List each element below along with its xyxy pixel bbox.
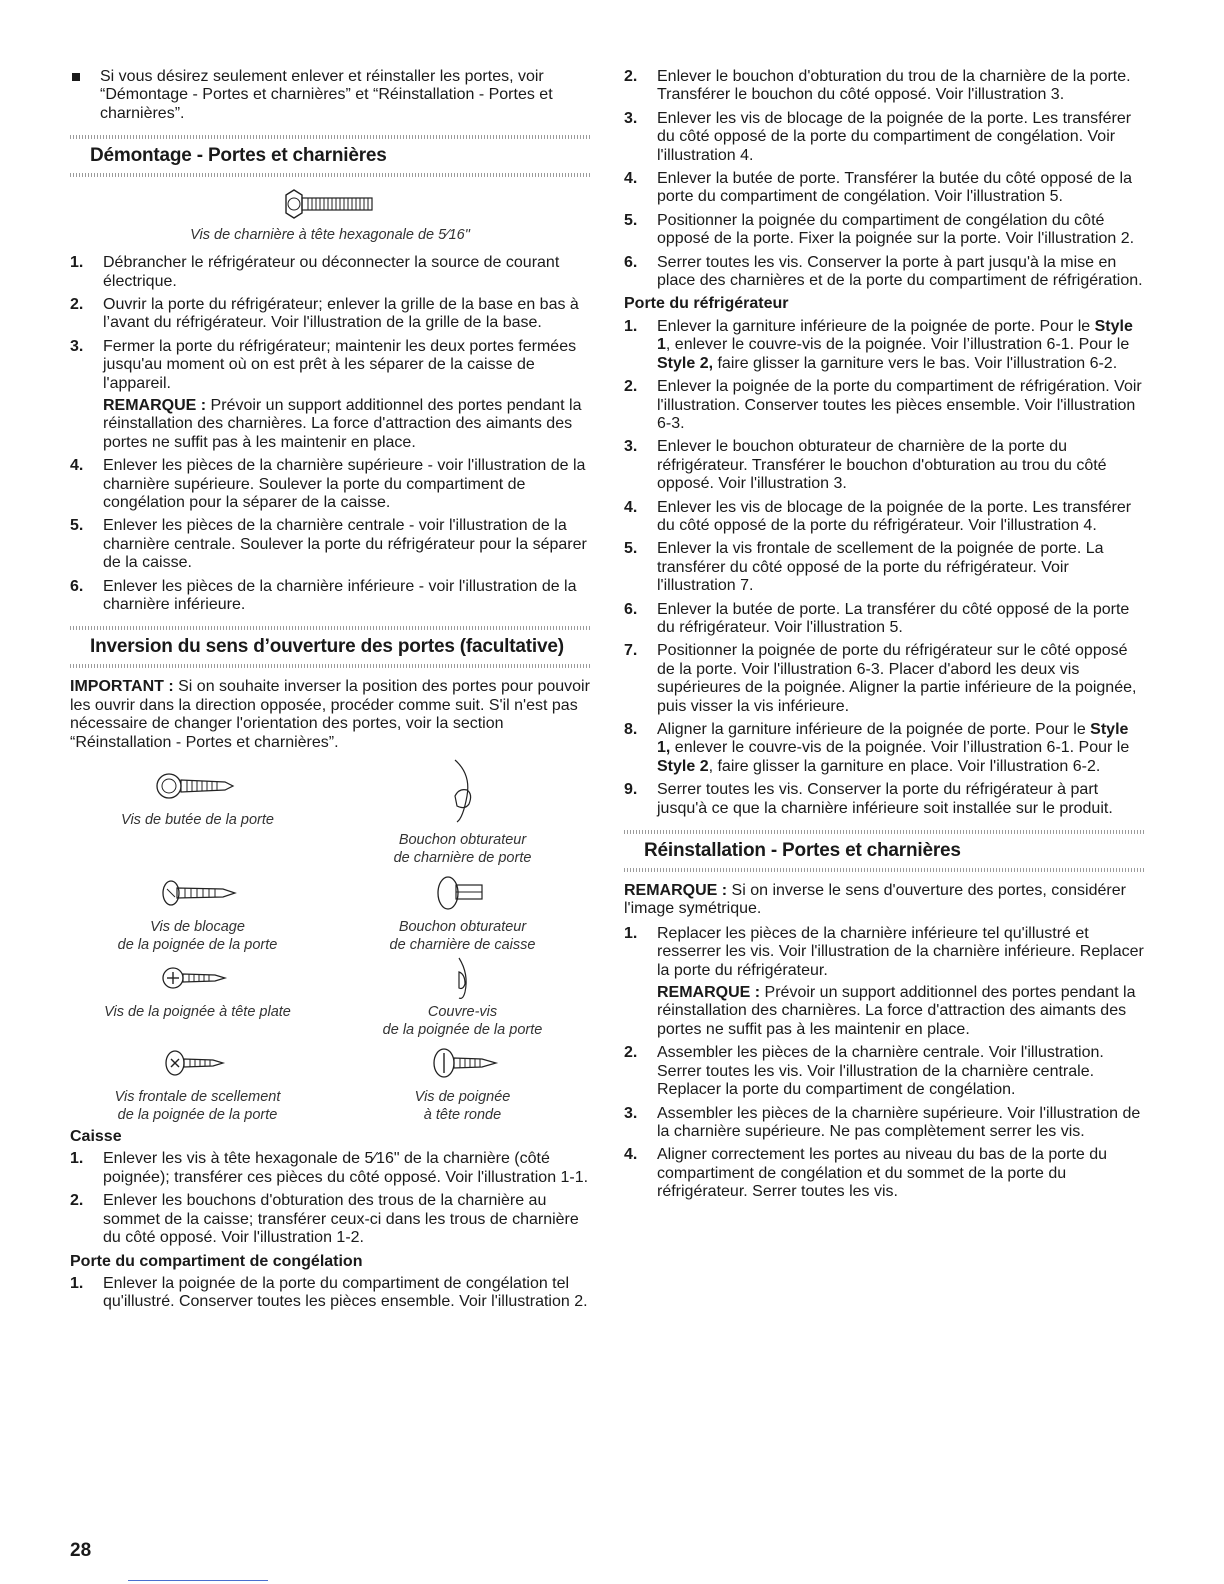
list-item: 3. Enlever les vis de blocage de la poignée de la porte. Les transférer du côté opposé de la porte du compartiment de congélation. Voir l'illustration 4. bbox=[624, 109, 1132, 164]
congelation-steps-part2 bbox=[624, 68, 1144, 290]
handle-lock-screw-icon bbox=[153, 867, 243, 917]
list-item: 6. Enlever les pièces de la charnière inférieure - voir l'illustration de la charnière inférieure. bbox=[70, 577, 577, 614]
congelation-steps-part1 bbox=[70, 1275, 590, 1312]
list-item: 6. Serrer toutes les vis. Conserver la porte à part jusqu'à la mise en place des charnières et de la porte du compartiment de réfrigération. bbox=[624, 253, 1143, 290]
right-column bbox=[624, 68, 1144, 1207]
refrigerateur-subheading: Porte du réfrigérateur bbox=[624, 295, 789, 313]
list-item: 3. Fermer la porte du réfrigérateur; maintenir les deux portes fermées jusqu'au moment où on est prêt à les séparer de la caisse de l'appareil. REMARQUE : Prévoir un support additionnel des portes pendant la réinstallation des charnières. La force d'attraction des aimants des portes ne suffit pas à les maintenir en place. bbox=[70, 338, 590, 452]
part-door-hinge-plug: Bouchon obturateur de charnière de porte bbox=[335, 756, 590, 867]
flat-head-screw-icon bbox=[153, 954, 243, 1002]
list-item: 1. Débrancher le réfrigérateur ou déconnecter la source de courant électrique. bbox=[70, 254, 560, 290]
list-item: 5. Enlever les pièces de la charnière centrale - voir l'illustration de la charnière centrale. Soulever la porte du réfrigérateur pour la séparer de la caisse. bbox=[70, 517, 587, 572]
intro-bullet-text: Si vous désirez seulement enlever et réinstaller les portes, voir “Démontage - Portes et charnières” et “Réinstallation - Portes et charnières”. bbox=[100, 68, 553, 122]
list-item: 1. Enlever la poignée de la porte du compartiment de congélation tel qu'illustré. Conserver toutes les pièces ensemble. Voir l'illustration 2. bbox=[70, 1274, 588, 1311]
important-paragraph: IMPORTANT : Si on souhaite inverser la position des portes pour pouvoir les ouvrir dans la direction opposée, procéder comme suit. S'il n'est pas nécessaire de changer l'orientation des portes, voir la section “Réinstallation - Portes et charnières”. bbox=[70, 678, 590, 751]
list-item: 3. Enlever le bouchon obturateur de charnière de la porte du réfrigérateur. Transférer le bouchon d'obturation au trou du côté opposé. Voir l'illustration 3. bbox=[624, 438, 1107, 493]
list-item: 2. Ouvrir la porte du réfrigérateur; enlever la grille de la base en bas à l’avant du réfrigérateur. Voir l'illustration de la grille de la base. bbox=[70, 295, 579, 332]
reinstallation-steps bbox=[624, 925, 1144, 1202]
inversion-header bbox=[70, 626, 590, 668]
list-item: 4. Enlever les pièces de la charnière supérieure - voir l'illustration de la charnière supérieure. Soulever la porte du compartiment de congélation pour la séparer de la caisse. bbox=[70, 457, 586, 511]
left-column bbox=[70, 68, 590, 1317]
list-item: 5. Positionner la poignée du compartiment de congélation du côté opposé de la porte. Fixer la poignée sur la porte. Voir l'illustration 2. bbox=[624, 211, 1135, 248]
list-item: 3. Assembler les pièces de la charnière supérieure. Voir l'illustration de la charnière supérieure. Ne pas complètement serrer les vis. bbox=[624, 1104, 1141, 1140]
demontage-title: Démontage - Portes et charnières bbox=[90, 145, 387, 167]
remark: REMARQUE : Prévoir un support additionnel des portes pendant la réinstallation des charnières. La force d'attraction des aimants des portes ne suffit pas à les maintenir en place. bbox=[103, 396, 582, 451]
caisse-subheading: Caisse bbox=[70, 1128, 122, 1146]
part-handle-lock-screw: Vis de blocage de la poignée de la porte bbox=[70, 867, 325, 954]
part-handle-screw-cover: Couvre-vis de la poignée de la porte bbox=[335, 954, 590, 1039]
part-front-seal-screw: Vis frontale de scellement de la poignée de la porte bbox=[70, 1039, 325, 1124]
door-hinge-plug-icon bbox=[433, 756, 493, 830]
list-item: 4. Enlever les vis de blocage de la poignée de la porte. Les transférer du côté opposé de la porte du réfrigérateur. Voir l'illustration 4. bbox=[624, 498, 1132, 534]
remark: REMARQUE : Prévoir un support additionnel des portes pendant la réinstallation des charnières. La force d'attraction des aimants des portes ne suffit pas à les maintenir en place. bbox=[657, 984, 1136, 1038]
hex-screw-caption: Vis de charnière à tête hexagonale de 5⁄16" bbox=[190, 226, 470, 243]
demontage-steps bbox=[70, 254, 590, 614]
part-door-stop-screw: Vis de butée de la porte bbox=[70, 756, 325, 867]
reinstallation-remark: REMARQUE : Si on inverse le sens d'ouverture des portes, considérer l'image symétrique. bbox=[624, 882, 1126, 918]
page-number: 28 bbox=[70, 1540, 92, 1561]
parts-grid bbox=[70, 756, 590, 1124]
congelation-subheading: Porte du compartiment de congélation bbox=[70, 1252, 363, 1270]
demontage-header bbox=[70, 135, 590, 177]
handle-screw-cover-icon bbox=[433, 954, 493, 1002]
footer-rule bbox=[128, 1580, 268, 1581]
bullet-square-icon bbox=[72, 73, 80, 81]
inversion-title: Inversion du sens d’ouverture des portes (facultative) bbox=[90, 636, 564, 658]
part-flat-head-screw: Vis de la poignée à tête plate bbox=[70, 954, 325, 1039]
hatch-divider bbox=[70, 173, 590, 177]
list-item: 7. Positionner la poignée de porte du réfrigérateur sur le côté opposé de la porte. Voir l'illustration 6-3. Placer d'abord les deux vis supérieures de la poignée. Aligner la partie inférieure de la poignée, puis visser la vis inférieure. bbox=[624, 642, 1137, 715]
door-stop-screw-icon bbox=[153, 756, 243, 810]
list-item: 5. Enlever la vis frontale de scellement de la poignée de porte. La transférer du côté opposé de la porte du réfrigérateur. Voir l'illustration 7. bbox=[624, 540, 1104, 595]
list-item: 4. Enlever la butée de porte. Transférer la butée du côté opposé de la porte du compartiment de congélation. Voir l'illustration 5. bbox=[624, 170, 1132, 206]
intro-bullet bbox=[70, 68, 590, 123]
list-item: 2. Enlever les bouchons d'obturation des trous de la charnière au sommet de la caisse; transférer ceux-ci dans les trous de charnière du côté opposé. Voir l'illustration 1-2. bbox=[70, 1192, 579, 1247]
list-item: 6. Enlever la butée de porte. La transférer du côté opposé de la porte du réfrigérateur. Voir l'illustration 5. bbox=[624, 600, 1130, 636]
hex-screw-figure bbox=[70, 187, 590, 244]
list-item: 2. Enlever la poignée de la porte du compartiment de réfrigération. Voir l'illustration. Conserver toutes les pièces ensemble. Voir l'illustration 6-3. bbox=[624, 378, 1142, 432]
list-item: 2. Assembler les pièces de la charnière centrale. Voir l'illustration. Serrer toutes les vis. Voir l'illustration de la charnière centrale. Replacer la porte du compartiment de congélation. bbox=[624, 1044, 1104, 1099]
hatch-divider bbox=[624, 868, 1144, 872]
hex-head-screw-icon bbox=[280, 187, 380, 221]
list-item: 4. Aligner correctement les portes au niveau du bas de la porte du compartiment de congélation et du sommet de la porte du réfrigérateur. Serrer toutes les vis. bbox=[624, 1146, 1108, 1201]
list-item: 1. Enlever les vis à tête hexagonale de 5⁄16" de la charnière (côté poignée); transférer ces pièces du côté opposé. Voir l'illustration 1-1. bbox=[70, 1150, 589, 1186]
part-round-head-screw: Vis de poignée à tête ronde bbox=[335, 1039, 590, 1124]
list-item: 2. Enlever le bouchon d'obturation du trou de la charnière de la porte. Transférer le bouchon du côté opposé. Voir l'illustration 3. bbox=[624, 68, 1131, 104]
reinstallation-header bbox=[624, 830, 1144, 872]
list-item: 9. Serrer toutes les vis. Conserver la porte du réfrigérateur à part jusqu'à ce que la charnière inférieure soit installée sur le produit. bbox=[624, 781, 1113, 817]
list-item: 8. Aligner la garniture inférieure de la poignée de porte. Pour le Style 1, enlever le couvre-vis de la poignée. Voir l’illustration 6-1. Pour le Style 2, faire glisser la garniture en place. Voir l'illustration 6-2. bbox=[624, 721, 1130, 775]
cabinet-hinge-plug-icon bbox=[428, 867, 498, 917]
list-item: 1. Enlever la garniture inférieure de la poignée de porte. Pour le Style 1, enlever le couvre-vis de la poignée. Voir l’illustration 6-1. Pour le Style 2, faire glisser la garniture vers le bas. Voir l'illustration 6-2. bbox=[624, 317, 1133, 372]
front-seal-screw-icon bbox=[153, 1039, 243, 1087]
part-cabinet-hinge-plug: Bouchon obturateur de charnière de caisse bbox=[335, 867, 590, 954]
caisse-steps bbox=[70, 1150, 590, 1247]
refrigerateur-steps bbox=[624, 318, 1144, 818]
round-head-screw-icon bbox=[418, 1039, 508, 1087]
hatch-divider bbox=[70, 664, 590, 668]
reinstallation-title: Réinstallation - Portes et charnières bbox=[644, 840, 961, 862]
list-item: 1. Replacer les pièces de la charnière inférieure tel qu'illustré et resserrer les vis. Voir l'illustration de la charnière inférieure. Replacer la porte du réfrigérateur. REMARQUE : Prévoir un support additionnel des portes pendant la réinstallation des charnières. La force d'attraction des aimants des portes ne suffit pas à les maintenir en place. bbox=[624, 924, 1144, 1038]
